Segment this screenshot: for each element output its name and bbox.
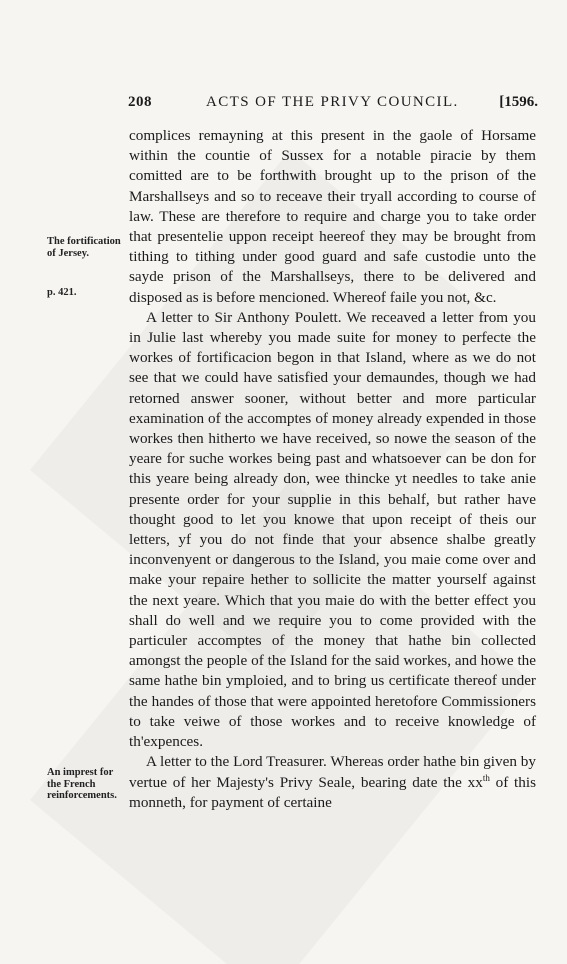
paragraph-letter-treasurer bbox=[129, 752, 536, 813]
margin-note-page-ref: p. 421. bbox=[47, 287, 77, 298]
body-text bbox=[129, 126, 536, 813]
margin-note-impress: An imprest for the French reinforcements. bbox=[47, 767, 117, 801]
treasurer-text-end: of this monneth, for payment of certaine bbox=[129, 773, 536, 811]
paragraph-piracy-order: complices remayning at this present in the gaole of Horsame within the countie of Sussex for a notable piracie by them comitted are to be forthwith brought up to the prison of the Marshallseys and so to receave their tryall according to course of law. These are therefore to require and charge you to take order that presentelie uppon receipt heereof they may be brought from tithing to tithing under good guard and safe custodie unto the sayde prison of the Marshallseys, there to be delivered and disposed as is before mencioned. Whereof faile you not, &c. bbox=[129, 127, 536, 306]
running-year: [1596. bbox=[499, 94, 538, 110]
paragraph-letter-poulett: A letter to Sir Anthony Poulett. We receaved a letter from you in Julie last whereby you made suite for money to perfecte the workes of fortificacion begon in that Island, where as we do not see that we could have satisfied your demaundes, though we had retorned answer sooner, without better and more particular examination of the accomptes of money already expended in those workes then hitherto we have received, so nowe the season of the yeare for suche workes being past and whatsoever can be don for this yeare being already don, wee thincke yt needles to take anie presente order for your supplie in this behalf, but rather have thought good to let you knowe that upon receipt of theis our letters, yf you do not finde that your absence shalbe greatly inconvenyent or dangerous to the Island, you maie come over and make your repaire hether to sollicite the matter yourself against the next yeare. Which that you maie do with the better effect you shall do well and we require you to come provided with the particuler accomptes of the money that hathe bin collected amongst the people of the Island for the said workes, and howe the same hathe bin ymploied, and to bring us certificate thereof under the handes of those that were appointed heretofore Commissioners to take veiwe of those workes and to receive knowledge of th'expences. bbox=[129, 308, 536, 751]
page-number: 208 bbox=[128, 94, 152, 110]
running-title: ACTS OF THE PRIVY COUNCIL. bbox=[206, 94, 459, 110]
treasurer-text-start: A letter to the Lord Treasurer. Whereas order hathe bin given by vertue of her Majesty's Privy Seale, bearing date the xx bbox=[129, 753, 536, 791]
margin-note-fortification: The fortification of Jersey. bbox=[47, 236, 121, 259]
running-head bbox=[128, 94, 538, 116]
date-superscript: th bbox=[482, 772, 490, 783]
